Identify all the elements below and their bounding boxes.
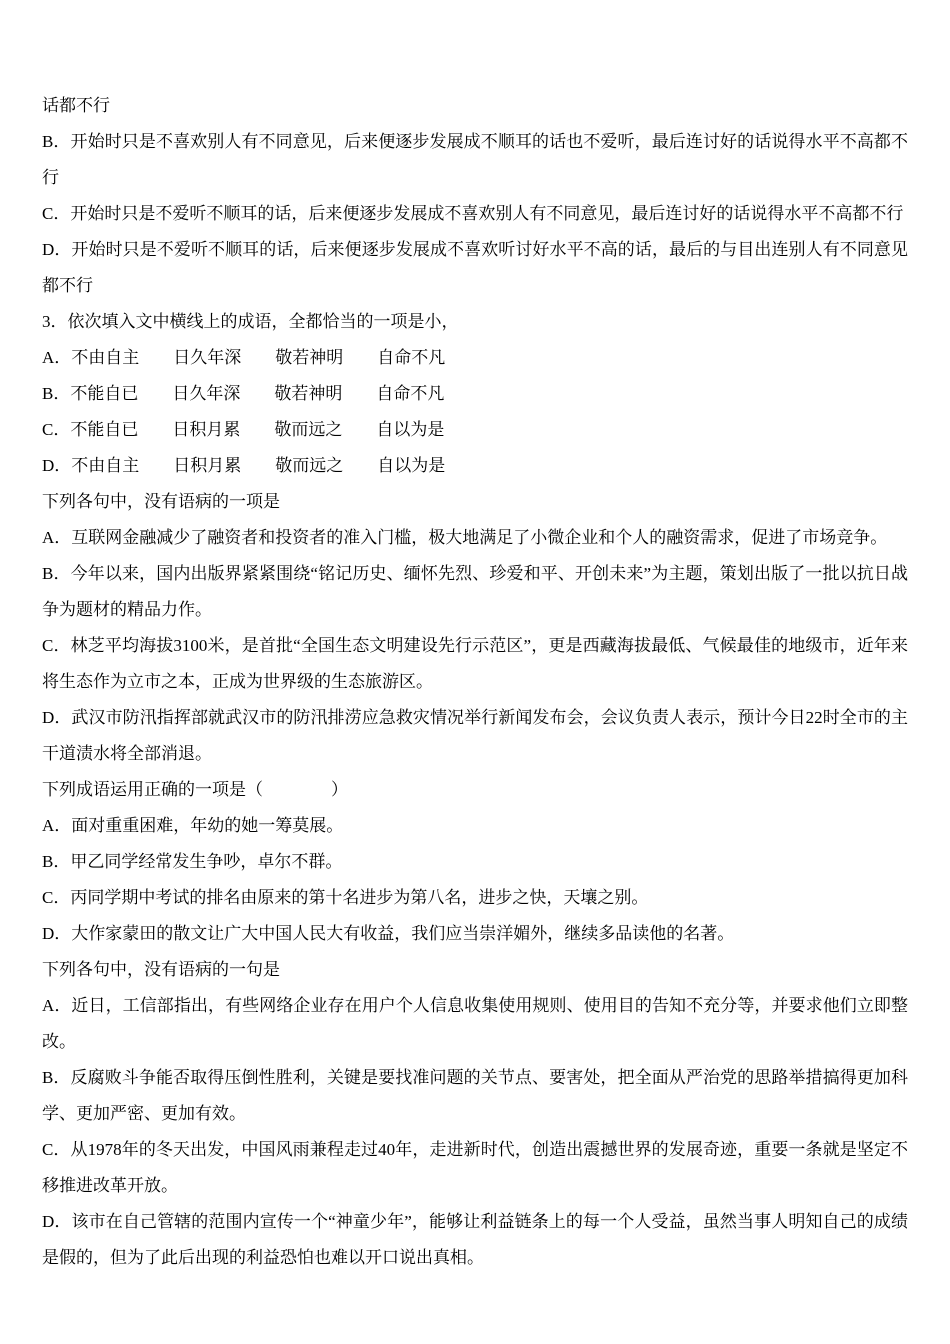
q6-option-b: B．反腐败斗争能否取得压倒性胜利，关键是要找准问题的关节点、要害处，把全面从严治党的思路举措搞得更加科学、更加严密、更加有效。 xyxy=(42,1068,908,1123)
q5-option-a: A．面对重重困难，年幼的她一筹莫展。 xyxy=(42,816,344,835)
q5-option-b: B．甲乙同学经常发生争吵，卓尔不群。 xyxy=(42,852,343,871)
q6-option-d: D．该市在自己管辖的范围内宣传一个“神童少年”，能够让利益链条上的每一个人受益，虽然当事人明知自己的成绩是假的，但为了此后出现的利益恐怕也难以开口说出真相。 xyxy=(42,1212,908,1267)
q6-stem: 下列各句中，没有语病的一句是 xyxy=(42,960,280,979)
q3-option-a: A．不由自主 日久年深 敬若神明 自命不凡 xyxy=(42,348,446,367)
q2-option-b: B．开始时只是不喜欢别人有不同意见，后来便逐步发展成不顺耳的话也不爱听，最后连讨好的话说得水平不高都不行 xyxy=(42,132,908,187)
q5-option-d: D．大作家蒙田的散文让广大中国人民大有收益，我们应当崇洋媚外，继续多品读他的名著。 xyxy=(42,924,735,943)
q2-option-c: C．开始时只是不爱听不顺耳的话，后来便逐步发展成不喜欢别人有不同意见，最后连讨好的话说得水平不高都不行 xyxy=(42,204,904,223)
q3-option-b: B．不能自已 日久年深 敬若神明 自命不凡 xyxy=(42,384,445,403)
q6-option-a: A．近日，工信部指出，有些网络企业存在用户个人信息收集使用规则、使用目的告知不充分等，并要求他们立即整改。 xyxy=(42,996,908,1051)
q3-stem: 3．依次填入文中横线上的成语，全都恰当的一项是小， xyxy=(42,312,459,331)
q4-option-b: B．今年以来，国内出版界紧紧围绕“铭记历史、缅怀先烈、珍爱和平、开创未来”为主题，策划出版了一批以抗日战争为题材的精品力作。 xyxy=(42,564,908,619)
q4-option-a: A．互联网金融减少了融资者和投资者的准入门槛，极大地满足了小微企业和个人的融资需求，促进了市场竞争。 xyxy=(42,528,888,547)
q4-stem: 下列各句中，没有语病的一项是 xyxy=(42,492,280,511)
q5-stem: 下列成语运用正确的一项是（ ） xyxy=(42,780,348,799)
q3-option-d: D．不由自主 日积月累 敬而远之 自以为是 xyxy=(42,456,446,475)
q4-option-d: D．武汉市防汛指挥部就武汉市的防汛排涝应急救灾情况举行新闻发布会，会议负责人表示，预计今日22时全市的主干道渍水将全部消退。 xyxy=(42,708,908,763)
q2-option-a-tail: 话都不行 xyxy=(42,96,110,115)
q6-option-c: C．从1978年的冬天出发，中国风雨兼程走过40年，走进新时代，创造出震撼世界的发展奇迹，重要一条就是坚定不移推进改革开放。 xyxy=(42,1140,908,1195)
q3-option-c: C．不能自已 日积月累 敬而远之 自以为是 xyxy=(42,420,445,439)
q5-option-c: C．丙同学期中考试的排名由原来的第十名进步为第八名，进步之快，天壤之别。 xyxy=(42,888,649,907)
q2-option-d: D．开始时只是不爱听不顺耳的话，后来便逐步发展成不喜欢听讨好水平不高的话，最后的与目出连别人有不同意见都不行 xyxy=(42,240,908,295)
q4-option-c: C．林芝平均海拔3100米，是首批“全国生态文明建设先行示范区”，更是西藏海拔最低、气候最佳的地级市，近年来将生态作为立市之本，正成为世界级的生态旅游区。 xyxy=(42,636,908,691)
